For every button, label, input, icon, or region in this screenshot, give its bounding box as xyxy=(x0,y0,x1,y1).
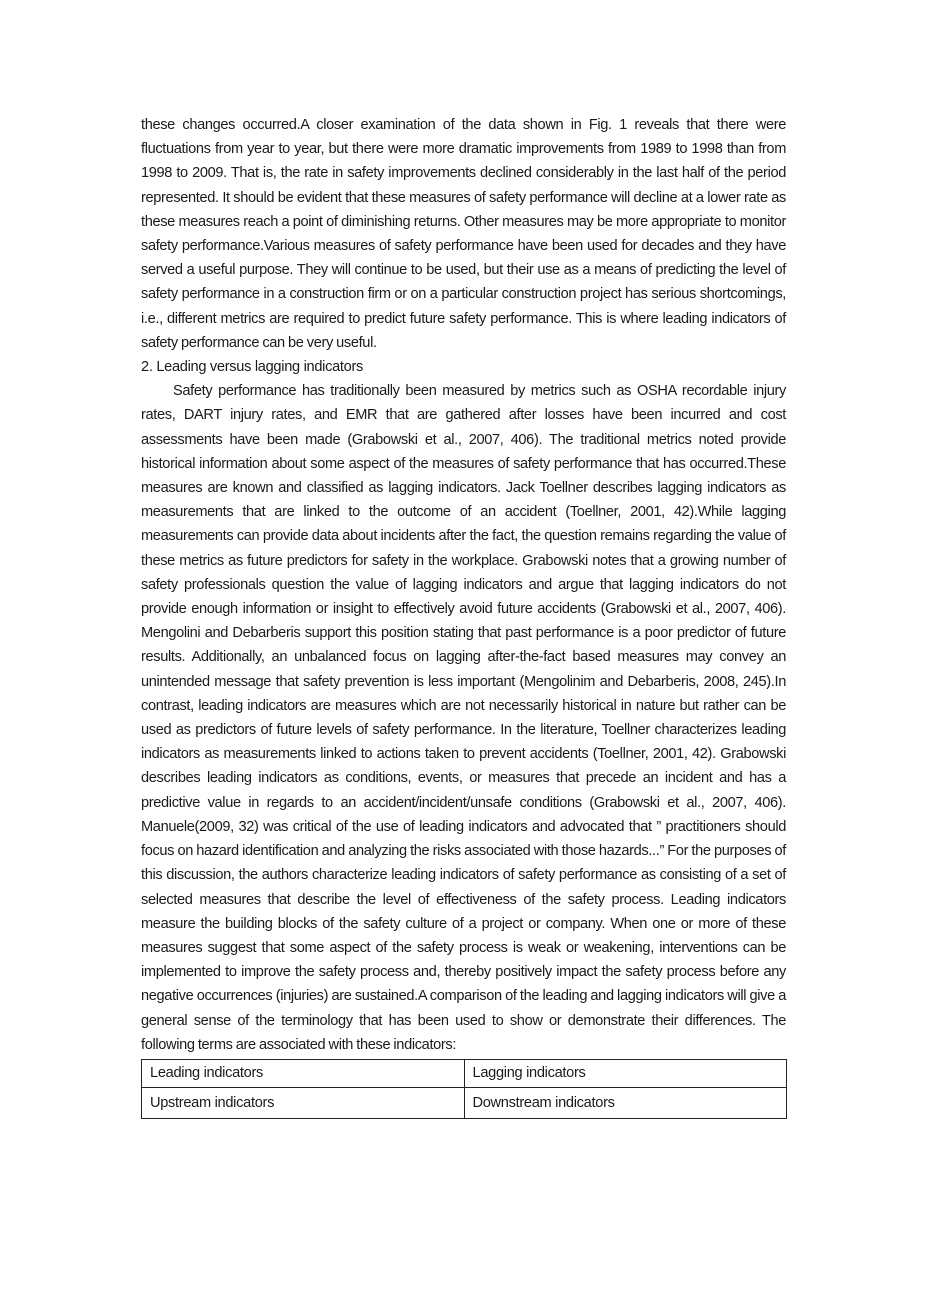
table-row xyxy=(142,1059,787,1087)
table-cell: Lagging indicators xyxy=(464,1059,787,1087)
section-heading: 2. Leading versus lagging indicators xyxy=(141,359,364,376)
indicator-terms-table xyxy=(141,1059,787,1119)
body-paragraph: Safety performance has traditionally been measured by metrics such as OSHA recordable injury rates, DART injury rates, and EMR that are gathered after losses have been incurred and cost assessments have been made (Grabowski et al., 2007, 406). The traditional metrics noted provide historical information about some aspect of the measures of safety performance that has occurred.These measures are known and classified as lagging indicators. Jack Toellner describes lagging indicators as measurements that are linked to the outcome of an accident (Toellner, 2001, 42).While lagging measurements can provide data about incidents after the fact, the question remains regarding the value of these metrics as future predictors for safety in the workplace. Grabowski notes that a growing number of safety professionals question the value of lagging indicators and argue that lagging indicators do not provide enough information or insight to effectively avoid future accidents (Grabowski et al., 2007, 406). Mengolini and Debarberis support this position stating that past performance is a poor predictor of future results. Additionally, an unbalanced focus on lagging after-the-fact based measures may convey an unintended message that safety prevention is less important (Mengolinim and Debarberis, 2008, 245).In contrast, leading indicators are measures which are not necessarily historical in nature but rather can be used as predictors of future levels of safety performance. In the literature, Toellner characterizes leading indicators as measurements linked to actions taken to prevent accidents (Toellner, 2001, 42). Grabowski describes leading indicators as conditions, events, or measures that precede an incident and has a predictive value in regards to an accident/incident/unsafe conditions (Grabowski et al., 2007, 406). Manuele(2009, 32) was critical of the use of leading indicators and advocated that ” practitioners should focus on hazard identification and analyzing the risks associated with those hazards...” For the purposes of this discussion, the authors characterize leading indicators of safety performance as consisting of a set of selected measures that describe the level of effectiveness of the safety process. Leading indicators measure the building blocks of the safety culture of a project or company. When one or more of these measures suggest that some aspect of the safety process is weak or weakening, interventions can be implemented to improve the safety process and, thereby positively impact the safety process before any negative occurrences (injuries) are sustained.A comparison of the leading and lagging indicators will give a general sense of the terminology that has been used to show or demonstrate their differences. The following terms are associated with these indicators: xyxy=(141,383,786,1053)
table-row xyxy=(142,1087,787,1118)
document-page xyxy=(141,113,786,1119)
table-cell: Downstream indicators xyxy=(464,1087,787,1118)
table-cell: Upstream indicators xyxy=(142,1087,465,1118)
table-cell: Leading indicators xyxy=(142,1059,465,1087)
body-paragraph: these changes occurred.A closer examination of the data shown in Fig. 1 reveals that there were fluctuations from year to year, but there were more dramatic improvements from 1989 to 1998 than from 1998 to 2009. That is, the rate in safety improvements declined considerably in the last half of the period represented. It should be evident that these measures of safety performance will decline at a lower rate as these measures reach a point of diminishing returns. Other measures may be more appropriate to monitor safety performance.Various measures of safety performance have been used for decades and they have served a useful purpose. They will continue to be used, but their use as a means of predicting the level of safety performance in a construction firm or on a particular construction project has serious shortcomings, i.e., different metrics are required to predict future safety performance. This is where leading indicators of safety performance can be very useful. xyxy=(141,117,786,351)
